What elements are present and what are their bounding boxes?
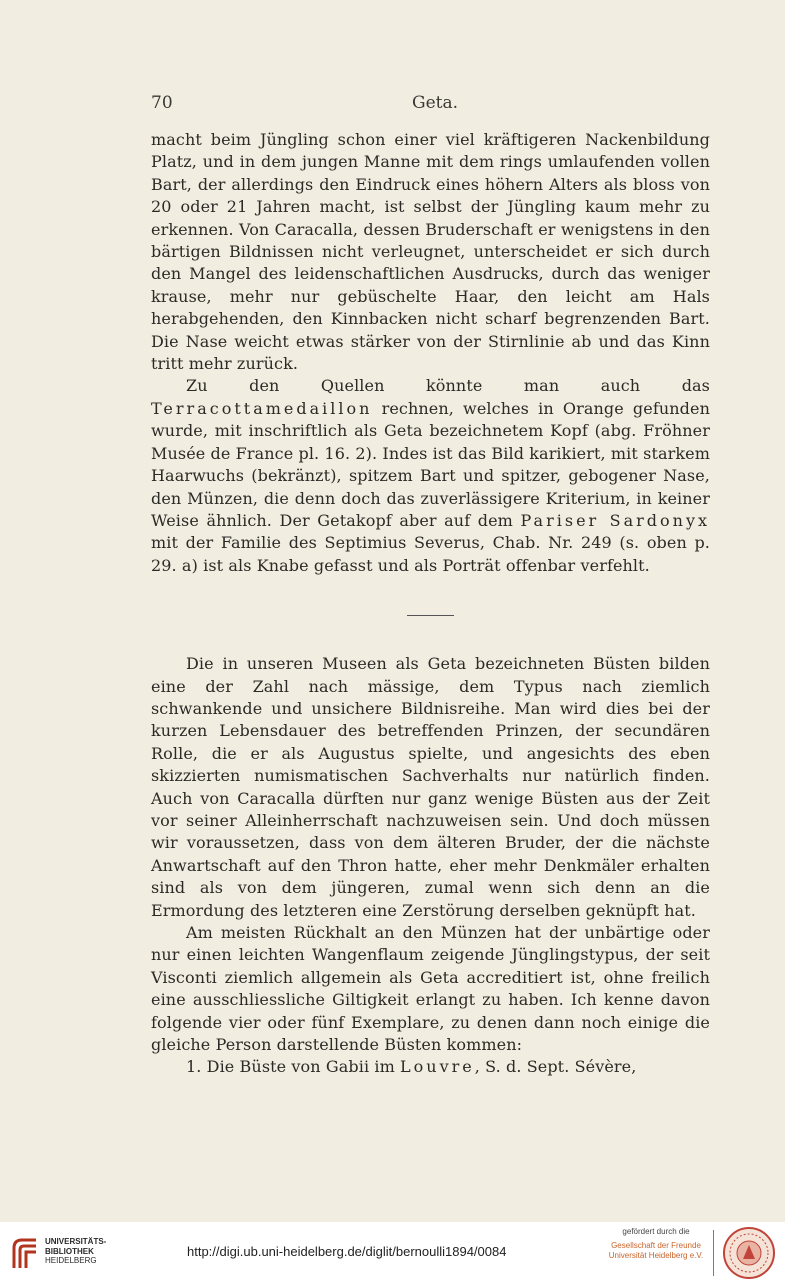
library-name-line3: HEIDELBERG <box>45 1256 97 1265</box>
permalink-url[interactable]: http://digi.ub.uni-heidelberg.de/diglit/bernoulli1894/0084 <box>187 1244 507 1259</box>
paragraph-3: Die in unseren Museen als Geta bezeichneten Büsten bilden eine der Zahl nach mässige, dem Typus nach ziemlich schwankende und unsichere Bildnisreihe. Man wird dies bei der kurzen Lebensdauer des betreffenden Prinzen, der secundären Rolle, die er als Augustus spielte, und angesichts des eben skizzierten numismatischen Sachverhalts nur natürlich finden. Auch von Caracalla dürften nur ganz wenige Büsten aus der Zeit vor seiner Alleinherrschaft nachzuweisen sein. Und doch müssen wir voraussetzen, dass von dem älteren Bruder, der die nächste Anwartschaft auf den Thron hatte, eher mehr Denkmäler erhalten sind als von dem jüngeren, zumal wenn sich denn an die Ermordung des letzteren eine Zerstörung derselben geknüpft hat. <box>151 654 710 920</box>
page-number: 70 <box>151 93 173 113</box>
term-terracottamedaillon: Terracottamedaillon <box>151 398 373 418</box>
library-name-line1: UNIVERSITÄTS- <box>45 1237 107 1246</box>
term-pariser-sardonyx: Pariser Sardonyx <box>520 510 711 530</box>
library-name <box>45 1237 106 1266</box>
footer-divider <box>713 1230 714 1276</box>
library-name-line2: BIBLIOTHEK <box>45 1246 94 1256</box>
university-seal-icon <box>722 1226 776 1280</box>
library-logo-icon <box>10 1236 42 1270</box>
para2-text-b: rechnen, welches in Orange gefunden wurde, mit inschriftlich als Geta bezeichnetem Kopf (abg. Fröhner Musée de France pl. 16. 2). Indes ist das Bild karikiert, mit starkem Haarwuchs (bekränzt), spitzem Bart und spitzer, gebogener Nase, den Münzen, die denn doch das zuverlässigere Kriterium, in keiner Weise ähnlich. Der Getakopf aber auf dem <box>151 398 710 530</box>
running-title: Geta. <box>412 93 459 113</box>
term-louvre: Louvre <box>400 1057 475 1077</box>
section-divider <box>407 615 454 616</box>
para5-text-a: 1. Die Büste von Gabii im <box>186 1057 401 1077</box>
para5-text-b: , S. d. Sept. Sévère, <box>474 1057 637 1077</box>
paragraph-4: Am meisten Rückhalt an den Münzen hat der unbärtige oder nur einen leichten Wangenflaum zeigende Jünglingstypus, der seit Visconti ziemlich allgemein als Geta accreditiert ist, ohne freilich eine ausschliessliche Giltigkeit erlangt zu haben. Ich kenne davon folgende vier oder fünf Exemplare, zu denen dann noch einige die gleiche Person darstellende Büsten kommen: <box>151 923 710 1055</box>
para2-text-c: mit der Familie des Septimius Severus, Chab. Nr. 249 (s. oben p. 29. a) ist als Knabe gefasst und als Porträt offenbar verfehlt. <box>151 533 710 575</box>
sponsor-name <box>596 1241 716 1261</box>
paragraph-1: macht beim Jüngling schon einer viel kräftigeren Nackenbildung Platz, und in dem jungen Manne mit dem rings umlaufenden vollen Bart, der allerdings den Eindruck eines höhern Alters als bloss von 20 oder 21 Jahren macht, ist selbst der Jüngling kaum mehr zu erkennen. Von Caracalla, dessen Bruderschaft er wenigstens in den bärtigen Bildnissen nicht verleugnet, unterscheidet er sich durch den Mangel des leidenschaftlichen Ausdrucks, durch das weniger krause, mehr nur gebüschelte Haar, den leicht am Hals herabgehenden, den Kinnbacken nicht scharf begrenzenden Bart. Die Nase weicht etwas stärker von der Stirnlinie ab und das Kinn tritt mehr zurück. <box>151 130 710 374</box>
page-header <box>151 93 699 119</box>
sponsor-line1: Gesellschaft der Freunde <box>611 1241 701 1250</box>
paragraph-5 <box>151 1056 710 1078</box>
sponsor-line2: Universität Heidelberg e.V. <box>608 1251 704 1260</box>
page-body <box>151 129 710 1079</box>
paragraph-2 <box>151 375 710 577</box>
funded-by-label: gefördert durch die <box>622 1227 690 1236</box>
para2-text-a: Zu den Quellen könnte man auch das <box>186 376 710 396</box>
digitization-footer <box>0 1222 785 1280</box>
